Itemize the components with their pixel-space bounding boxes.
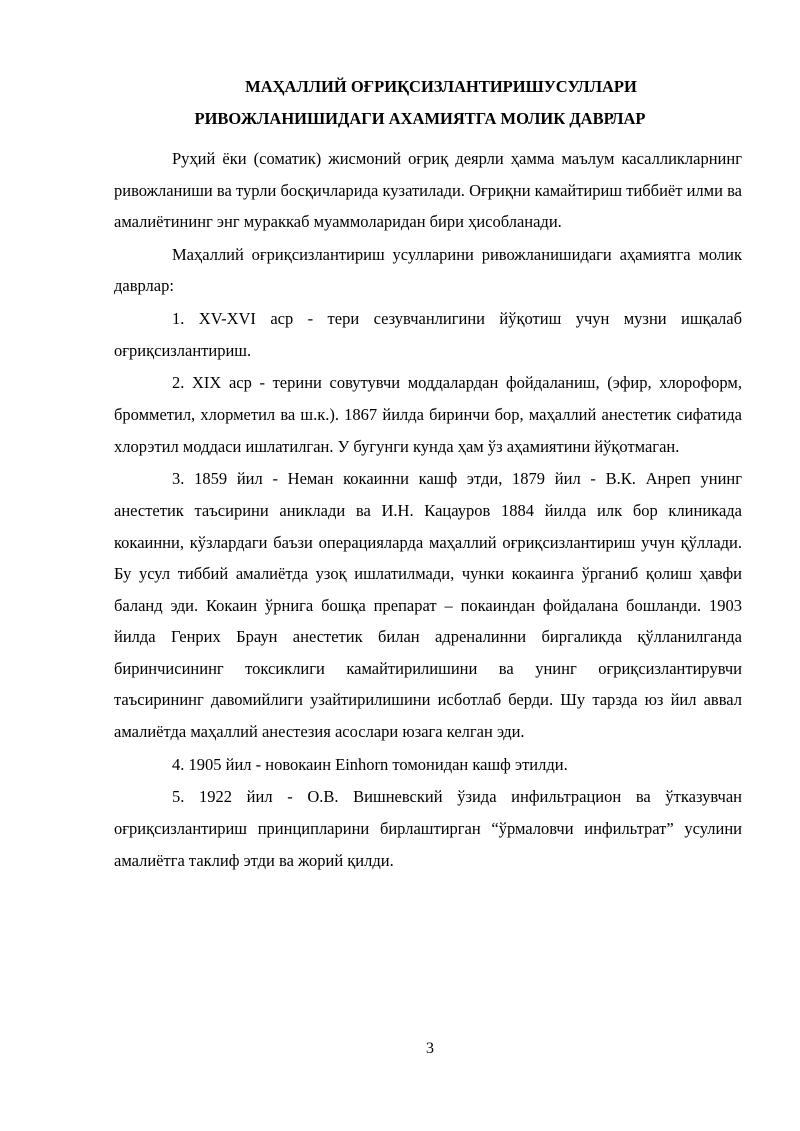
paragraph-item-3: 3. 1859 йил - Неман кокаинни кашф этди, 1879 йил - В.К. Анреп унинг анестетик таъсирини аниклади ва И.Н. Кацауров 1884 йилда илк бор клиникада кокаинни, кўзлардаги баъзи операцияларда маҳаллий оғриқсизлантириш учун қўллади. Бу усул тиббий амалиётда узоқ ишлатилмади, чунки кокаинга ўрганиб қолиш ҳавфи баланд эди. Кокаин ўрнига бошқа препарат – покаиндан фойдалана бошланди. 1903 йилда Генрих Браун анестетик билан адреналинни биргаликда қўлланилганда биринчисининг токсиклиги камайтирилишини ва унинг оғриқсизлантирувчи таъсирининг давомийлиги узайтирилишини исботлаб берди. Шу тарзда юз йил аввал амалиётда маҳаллий анестезия асослари юзага келган эди.	[114, 469, 742, 742]
paragraph-item-5: 5. 1922 йил - О.В. Вишневский ўзида инфильтрацион ва ўтказувчан оғриқсизлантириш принципларини бирлаштирган “ўрмаловчи инфильтрат” усулини амалиётга таклиф этди ва жорий қилди.	[114, 787, 742, 870]
title-line-1: МАҲАЛЛИЙ ОҒРИҚСИЗЛАНТИРИШУСУЛЛАРИ	[245, 77, 637, 96]
page-number: 3	[426, 1040, 434, 1057]
title-line-2: РИВОЖЛАНИШИДАГИ АХАМИЯТГА МОЛИК ДАВРЛАР	[194, 109, 646, 128]
paragraph-item-1: 1. XV-XVI аср - тери сезувчанлигини йўқотиш учун музни ишқалаб оғриқсизлантириш.	[114, 309, 742, 360]
paragraph-item-4: 4. 1905 йил - новокаин Einhorn томонидан кашф этилди.	[172, 754, 568, 774]
paragraph-intro: Руҳий ёки (соматик) жисмоний оғриқ деярли ҳамма маълум касалликларнинг ривожланиши ва турли босқичларида кузатилади. Оғриқни камайтириш тиббиёт илми ва амалиётининг энг мураккаб муаммоларидан бири ҳисобланади.	[114, 149, 742, 232]
paragraph-item-2: 2. XIX аср - терини совутувчи моддалардан фойдаланиш, (эфир, хлороформ, бромметил, хлорметил ва ш.к.). 1867 йилда биринчи бор, маҳаллий анестетик сифатида хлорэтил моддаси ишлатилган. У бугунги кунда ҳам ўз аҳамиятини йўқотмаган.	[114, 373, 742, 456]
body-text	[114, 143, 742, 877]
paragraph-periods-lead: Маҳаллий оғриқсизлантириш усулларини ривожланишидаги аҳамиятга молик даврлар:	[114, 244, 742, 296]
